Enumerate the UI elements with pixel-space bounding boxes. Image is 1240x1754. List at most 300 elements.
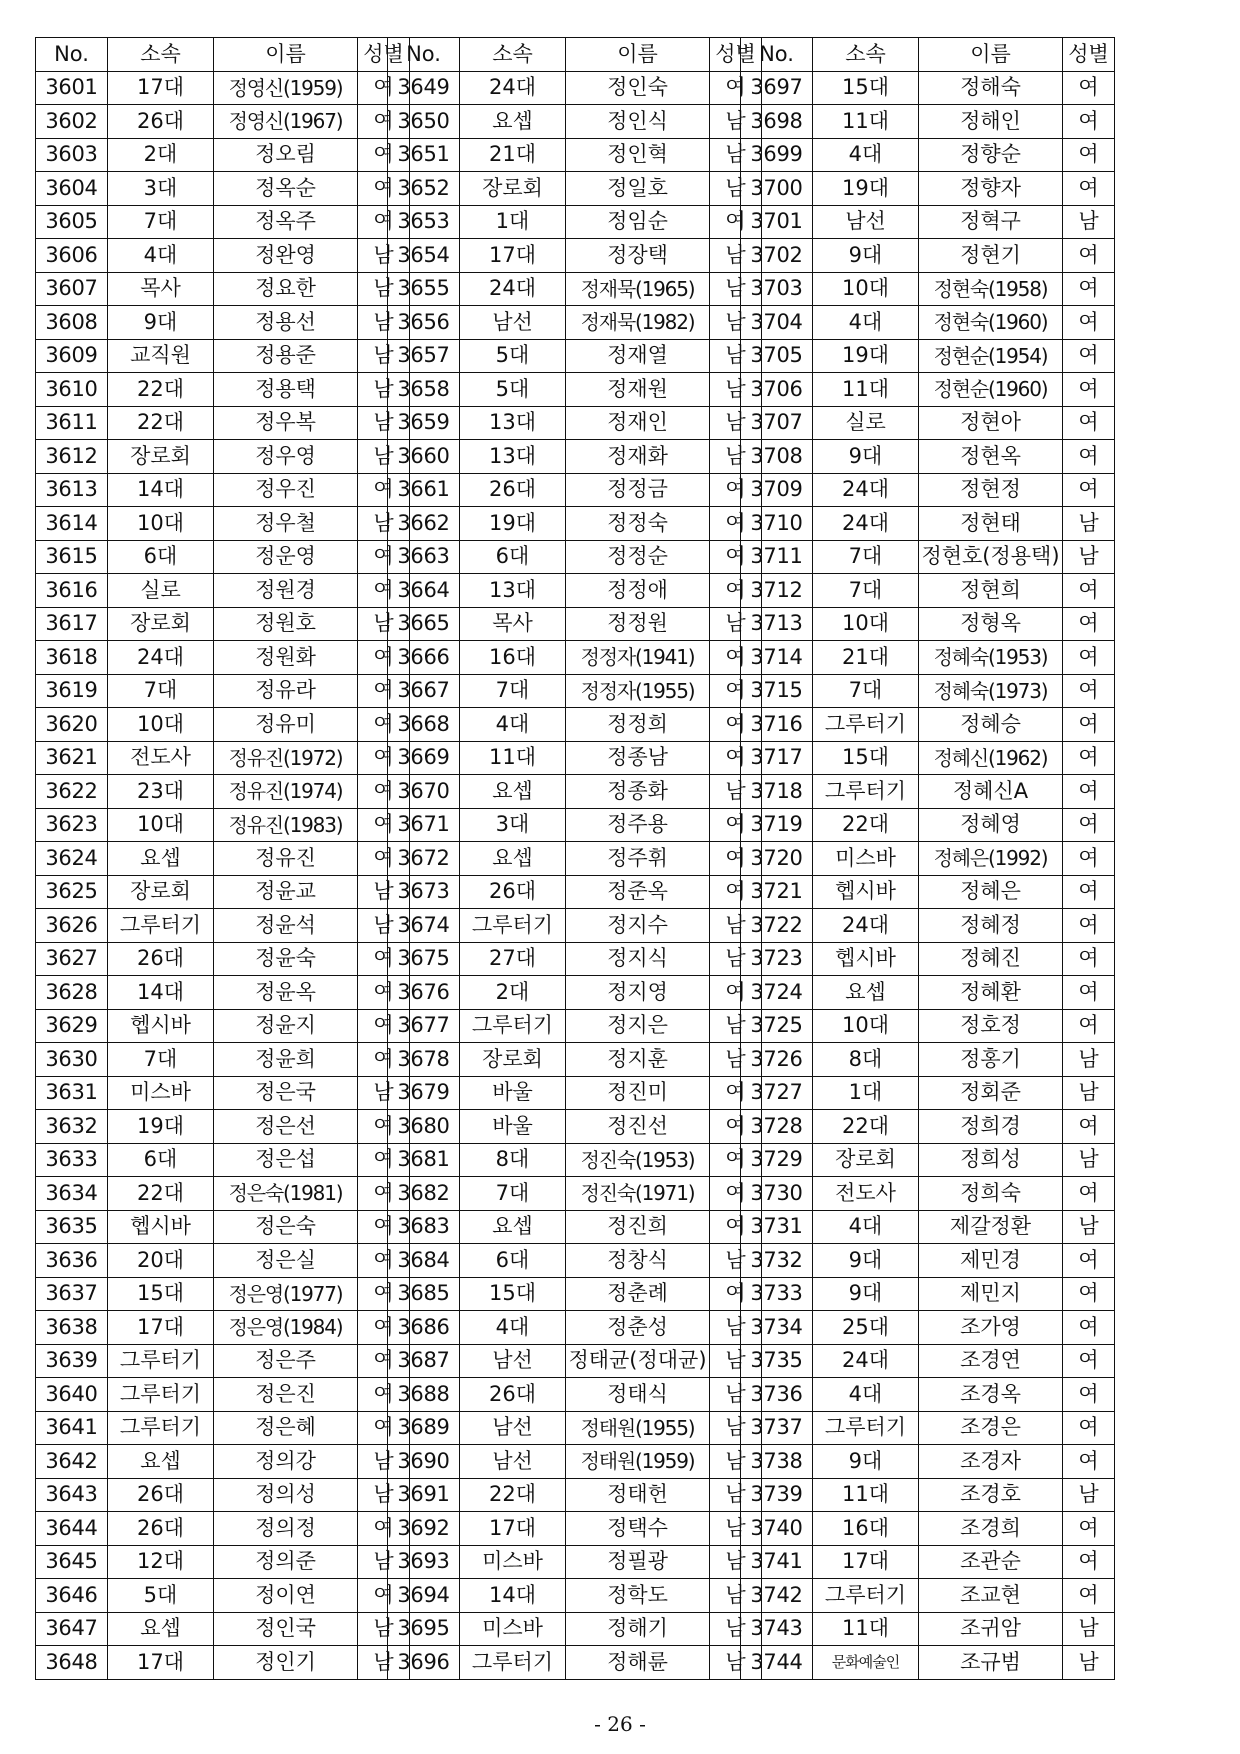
cell-no: 3636 [36, 1244, 108, 1278]
cell-gender: 남 [710, 1612, 762, 1646]
table-row [741, 272, 1115, 306]
cell-gender: 여 [1063, 239, 1115, 273]
table-row [388, 306, 762, 340]
cell-name: 정은숙(1981) [214, 1177, 358, 1211]
cell-affiliation: 24대 [813, 473, 919, 507]
cell-no: 3608 [36, 306, 108, 340]
cell-gender: 여 [710, 574, 762, 608]
cell-name: 정현정 [919, 473, 1063, 507]
cell-no: 3710 [741, 507, 813, 541]
cell-name: 정용택 [214, 373, 358, 407]
cell-no: 3661 [388, 473, 460, 507]
cell-affiliation: 그루터기 [108, 1344, 214, 1378]
cell-affiliation: 2대 [460, 976, 566, 1010]
cell-name: 정향순 [919, 138, 1063, 172]
cell-no: 3654 [388, 239, 460, 273]
cell-name: 정필광 [566, 1545, 710, 1579]
table-row [36, 105, 410, 139]
cell-no: 3634 [36, 1177, 108, 1211]
cell-gender: 여 [710, 1110, 762, 1144]
cell-name: 정현태 [919, 507, 1063, 541]
cell-affiliation: 장로회 [108, 875, 214, 909]
cell-name: 정인숙 [566, 71, 710, 105]
table-row [388, 1344, 762, 1378]
cell-affiliation: 22대 [108, 373, 214, 407]
cell-name: 정인기 [214, 1646, 358, 1680]
table-row [741, 1612, 1115, 1646]
cell-no: 3653 [388, 205, 460, 239]
cell-name: 정정자(1941) [566, 641, 710, 675]
table-header [388, 38, 762, 72]
cell-name: 조경호 [919, 1478, 1063, 1512]
cell-name: 정유진(1974) [214, 775, 358, 809]
cell-name: 정혜은(1992) [919, 842, 1063, 876]
cell-affiliation: 10대 [108, 808, 214, 842]
cell-affiliation: 미스바 [108, 1076, 214, 1110]
table-row [741, 507, 1115, 541]
cell-affiliation: 13대 [460, 440, 566, 474]
cell-affiliation: 미스바 [813, 842, 919, 876]
cell-no: 3727 [741, 1076, 813, 1110]
cell-no: 3688 [388, 1378, 460, 1412]
cell-name: 정인국 [214, 1612, 358, 1646]
cell-gender: 여 [1063, 976, 1115, 1010]
cell-name: 정유진(1972) [214, 741, 358, 775]
cell-no: 3652 [388, 172, 460, 206]
cell-affiliation: 7대 [813, 574, 919, 608]
table-row [36, 1646, 410, 1680]
table-row [36, 1445, 410, 1479]
cell-no: 3660 [388, 440, 460, 474]
cell-gender: 여 [1063, 1378, 1115, 1412]
cell-name: 정진희 [566, 1210, 710, 1244]
cell-gender: 여 [710, 1143, 762, 1177]
cell-affiliation: 그루터기 [460, 909, 566, 943]
cell-name: 정창식 [566, 1244, 710, 1278]
table-row [36, 607, 410, 641]
cell-gender: 여 [710, 674, 762, 708]
cell-affiliation: 9대 [813, 1244, 919, 1278]
cell-gender: 여 [358, 808, 410, 842]
cell-affiliation: 15대 [813, 71, 919, 105]
cell-affiliation: 22대 [813, 808, 919, 842]
cell-name: 정원화 [214, 641, 358, 675]
cell-name: 정종남 [566, 741, 710, 775]
cell-no: 3642 [36, 1445, 108, 1479]
cell-affiliation: 요셉 [813, 976, 919, 1010]
cell-name: 정원호 [214, 607, 358, 641]
cell-gender: 여 [710, 741, 762, 775]
cell-gender: 여 [358, 708, 410, 742]
cell-name: 정완영 [214, 239, 358, 273]
cell-no: 3674 [388, 909, 460, 943]
cell-gender: 여 [1063, 674, 1115, 708]
table-row [741, 1344, 1115, 1378]
table-row [741, 708, 1115, 742]
cell-gender: 여 [710, 1177, 762, 1211]
cell-name: 정택수 [566, 1512, 710, 1546]
cell-no: 3725 [741, 1009, 813, 1043]
cell-gender: 여 [358, 1009, 410, 1043]
table-row [388, 1009, 762, 1043]
cell-affiliation: 21대 [460, 138, 566, 172]
table-row [388, 875, 762, 909]
cell-name: 정은국 [214, 1076, 358, 1110]
cell-name: 정형옥 [919, 607, 1063, 641]
cell-name: 정태식 [566, 1378, 710, 1412]
cell-gender: 여 [358, 1210, 410, 1244]
cell-no: 3601 [36, 71, 108, 105]
cell-affiliation: 26대 [108, 942, 214, 976]
cell-affiliation: 23대 [108, 775, 214, 809]
cell-gender: 여 [1063, 1512, 1115, 1546]
cell-affiliation: 9대 [813, 1445, 919, 1479]
table-row [36, 1177, 410, 1211]
cell-affiliation: 6대 [108, 540, 214, 574]
cell-no: 3735 [741, 1344, 813, 1378]
cell-gender: 남 [710, 306, 762, 340]
cell-no: 3648 [36, 1646, 108, 1680]
table-row [36, 909, 410, 943]
table-row [36, 942, 410, 976]
table-row [36, 406, 410, 440]
cell-affiliation: 15대 [460, 1277, 566, 1311]
cell-name: 정호정 [919, 1009, 1063, 1043]
cell-affiliation: 26대 [460, 473, 566, 507]
cell-no: 3630 [36, 1043, 108, 1077]
table-row [741, 1110, 1115, 1144]
table-row [741, 741, 1115, 775]
table-row [36, 708, 410, 742]
table-row [36, 138, 410, 172]
cell-name: 정해륜 [566, 1646, 710, 1680]
table-row [741, 406, 1115, 440]
table-row [741, 339, 1115, 373]
cell-gender: 남 [1063, 1043, 1115, 1077]
table-row [741, 440, 1115, 474]
cell-gender: 여 [710, 641, 762, 675]
cell-affiliation: 25대 [813, 1311, 919, 1345]
table-row [741, 674, 1115, 708]
cell-affiliation: 11대 [813, 373, 919, 407]
cell-gender: 여 [1063, 741, 1115, 775]
cell-name: 정우영 [214, 440, 358, 474]
cell-affiliation: 헵시바 [813, 875, 919, 909]
cell-name: 정현호(정용택) [919, 540, 1063, 574]
table-row [741, 306, 1115, 340]
table-row [36, 574, 410, 608]
cell-affiliation: 24대 [108, 641, 214, 675]
table-row [741, 1478, 1115, 1512]
cell-gender: 남 [358, 272, 410, 306]
table-row [388, 373, 762, 407]
cell-name: 정의준 [214, 1545, 358, 1579]
table-row [741, 1177, 1115, 1211]
cell-name: 정오림 [214, 138, 358, 172]
cell-name: 정윤옥 [214, 976, 358, 1010]
cell-affiliation: 4대 [108, 239, 214, 273]
cell-name: 정정숙 [566, 507, 710, 541]
cell-name: 정유진 [214, 842, 358, 876]
cell-no: 3740 [741, 1512, 813, 1546]
cell-affiliation: 14대 [108, 976, 214, 1010]
cell-no: 3623 [36, 808, 108, 842]
roster-table-1 [35, 37, 410, 1680]
cell-gender: 남 [358, 607, 410, 641]
cell-gender: 남 [358, 239, 410, 273]
cell-affiliation: 2대 [108, 138, 214, 172]
cell-affiliation: 22대 [108, 1177, 214, 1211]
cell-no: 3650 [388, 105, 460, 139]
cell-no: 3701 [741, 205, 813, 239]
cell-affiliation: 24대 [460, 272, 566, 306]
cell-name: 정해인 [919, 105, 1063, 139]
cell-name: 조경희 [919, 1512, 1063, 1546]
cell-affiliation: 4대 [813, 1210, 919, 1244]
cell-no: 3742 [741, 1579, 813, 1613]
cell-no: 3703 [741, 272, 813, 306]
cell-no: 3680 [388, 1110, 460, 1144]
cell-gender: 남 [1063, 205, 1115, 239]
cell-affiliation: 26대 [460, 1378, 566, 1412]
header-no: No. [36, 38, 108, 72]
cell-name: 정인혁 [566, 138, 710, 172]
cell-gender: 여 [358, 138, 410, 172]
cell-no: 3696 [388, 1646, 460, 1680]
cell-gender: 여 [710, 1277, 762, 1311]
table-row [36, 808, 410, 842]
cell-gender: 여 [1063, 172, 1115, 206]
cell-name: 정은숙 [214, 1210, 358, 1244]
cell-affiliation: 3대 [108, 172, 214, 206]
cell-name: 정의성 [214, 1478, 358, 1512]
table-row [388, 71, 762, 105]
cell-no: 3704 [741, 306, 813, 340]
cell-affiliation: 6대 [460, 540, 566, 574]
table-row [36, 1378, 410, 1412]
cell-no: 3604 [36, 172, 108, 206]
cell-no: 3646 [36, 1579, 108, 1613]
cell-gender: 여 [710, 1210, 762, 1244]
cell-no: 3658 [388, 373, 460, 407]
cell-name: 정윤희 [214, 1043, 358, 1077]
cell-no: 3631 [36, 1076, 108, 1110]
cell-name: 조교현 [919, 1579, 1063, 1613]
cell-gender: 여 [358, 842, 410, 876]
table-row [388, 775, 762, 809]
cell-affiliation: 그루터기 [108, 909, 214, 943]
cell-affiliation: 22대 [108, 406, 214, 440]
cell-affiliation: 미스바 [460, 1545, 566, 1579]
cell-gender: 남 [710, 373, 762, 407]
cell-affiliation: 그루터기 [813, 775, 919, 809]
cell-affiliation: 바울 [460, 1076, 566, 1110]
cell-no: 3621 [36, 741, 108, 775]
cell-gender: 남 [710, 1344, 762, 1378]
cell-affiliation: 14대 [108, 473, 214, 507]
roster-table-3 [740, 37, 1115, 1680]
table-row [388, 1311, 762, 1345]
cell-no: 3743 [741, 1612, 813, 1646]
table-row [741, 1210, 1115, 1244]
table-row [741, 373, 1115, 407]
cell-affiliation: 바울 [460, 1110, 566, 1144]
cell-no: 3690 [388, 1445, 460, 1479]
table-row [36, 1512, 410, 1546]
table-row [741, 239, 1115, 273]
cell-no: 3638 [36, 1311, 108, 1345]
cell-gender: 남 [710, 406, 762, 440]
cell-affiliation: 장로회 [108, 440, 214, 474]
cell-name: 정혜영 [919, 808, 1063, 842]
cell-gender: 여 [358, 674, 410, 708]
cell-affiliation: 헵시바 [108, 1009, 214, 1043]
cell-gender: 남 [710, 1579, 762, 1613]
cell-no: 3629 [36, 1009, 108, 1043]
cell-gender: 남 [358, 373, 410, 407]
cell-name: 정우복 [214, 406, 358, 440]
cell-affiliation: 17대 [460, 239, 566, 273]
cell-no: 3676 [388, 976, 460, 1010]
cell-name: 정진선 [566, 1110, 710, 1144]
cell-no: 3712 [741, 574, 813, 608]
cell-name: 정회준 [919, 1076, 1063, 1110]
cell-affiliation: 26대 [460, 875, 566, 909]
table-row [388, 1210, 762, 1244]
table-row [388, 1378, 762, 1412]
table-row [36, 373, 410, 407]
cell-name: 정은영(1977) [214, 1277, 358, 1311]
cell-no: 3640 [36, 1378, 108, 1412]
table-row [741, 1411, 1115, 1445]
cell-gender: 여 [1063, 373, 1115, 407]
cell-name: 정의강 [214, 1445, 358, 1479]
cell-affiliation: 미스바 [460, 1612, 566, 1646]
cell-affiliation: 그루터기 [813, 1411, 919, 1445]
cell-no: 3678 [388, 1043, 460, 1077]
cell-no: 3647 [36, 1612, 108, 1646]
cell-no: 3693 [388, 1545, 460, 1579]
cell-affiliation: 요셉 [460, 105, 566, 139]
cell-no: 3734 [741, 1311, 813, 1345]
cell-name: 정정애 [566, 574, 710, 608]
table-row [741, 1076, 1115, 1110]
table-row [741, 607, 1115, 641]
cell-gender: 남 [710, 1244, 762, 1278]
cell-gender: 여 [710, 71, 762, 105]
table-row [36, 976, 410, 1010]
cell-name: 정일호 [566, 172, 710, 206]
cell-affiliation: 11대 [813, 1478, 919, 1512]
table-row [36, 1043, 410, 1077]
cell-gender: 여 [358, 741, 410, 775]
cell-no: 3622 [36, 775, 108, 809]
cell-no: 3741 [741, 1545, 813, 1579]
cell-affiliation: 7대 [108, 1043, 214, 1077]
cell-gender: 여 [1063, 473, 1115, 507]
cell-gender: 남 [710, 775, 762, 809]
cell-name: 정정원 [566, 607, 710, 641]
table-row [388, 473, 762, 507]
cell-name: 정해숙 [919, 71, 1063, 105]
cell-affiliation: 전도사 [108, 741, 214, 775]
cell-gender: 여 [358, 1411, 410, 1445]
cell-no: 3730 [741, 1177, 813, 1211]
header-name: 이름 [214, 38, 358, 72]
cell-no: 3639 [36, 1344, 108, 1378]
cell-gender: 남 [710, 1009, 762, 1043]
cell-no: 3686 [388, 1311, 460, 1345]
cell-gender: 남 [710, 440, 762, 474]
cell-gender: 남 [710, 607, 762, 641]
cell-affiliation: 4대 [813, 138, 919, 172]
table-row [36, 71, 410, 105]
cell-affiliation: 20대 [108, 1244, 214, 1278]
table-row [388, 574, 762, 608]
table-row [388, 205, 762, 239]
table-row [741, 1009, 1115, 1043]
cell-affiliation: 11대 [813, 105, 919, 139]
table-row [36, 1579, 410, 1613]
cell-affiliation: 요셉 [108, 1445, 214, 1479]
table-row [388, 1579, 762, 1613]
cell-no: 3721 [741, 875, 813, 909]
cell-no: 3615 [36, 540, 108, 574]
table-row [388, 976, 762, 1010]
cell-no: 3649 [388, 71, 460, 105]
cell-gender: 여 [710, 708, 762, 742]
cell-affiliation: 5대 [460, 339, 566, 373]
cell-affiliation: 14대 [460, 1579, 566, 1613]
table-row [388, 339, 762, 373]
table-row [741, 909, 1115, 943]
cell-gender: 남 [358, 1646, 410, 1680]
cell-name: 정정금 [566, 473, 710, 507]
cell-gender: 여 [1063, 1545, 1115, 1579]
cell-gender: 여 [1063, 1445, 1115, 1479]
cell-no: 3684 [388, 1244, 460, 1278]
table-row [741, 808, 1115, 842]
cell-no: 3665 [388, 607, 460, 641]
cell-gender: 여 [1063, 1009, 1115, 1043]
cell-gender: 여 [1063, 808, 1115, 842]
table-body [36, 71, 410, 1679]
cell-no: 3737 [741, 1411, 813, 1445]
cell-name: 정현숙(1960) [919, 306, 1063, 340]
table-row [741, 1445, 1115, 1479]
cell-no: 3635 [36, 1210, 108, 1244]
header-no: No. [388, 38, 460, 72]
cell-name: 조경옥 [919, 1378, 1063, 1412]
cell-name: 정혜숙(1973) [919, 674, 1063, 708]
cell-gender: 여 [1063, 708, 1115, 742]
cell-affiliation: 9대 [813, 1277, 919, 1311]
cell-no: 3641 [36, 1411, 108, 1445]
cell-no: 3723 [741, 942, 813, 976]
page-number: - 26 - [594, 1712, 646, 1736]
cell-affiliation: 10대 [108, 507, 214, 541]
cell-no: 3624 [36, 842, 108, 876]
cell-name: 정인식 [566, 105, 710, 139]
cell-no: 3700 [741, 172, 813, 206]
cell-name: 정장택 [566, 239, 710, 273]
cell-affiliation: 6대 [460, 1244, 566, 1278]
cell-no: 3673 [388, 875, 460, 909]
cell-affiliation: 8대 [460, 1143, 566, 1177]
cell-name: 정지영 [566, 976, 710, 1010]
cell-name: 정혜신(1962) [919, 741, 1063, 775]
cell-affiliation: 17대 [108, 1311, 214, 1345]
